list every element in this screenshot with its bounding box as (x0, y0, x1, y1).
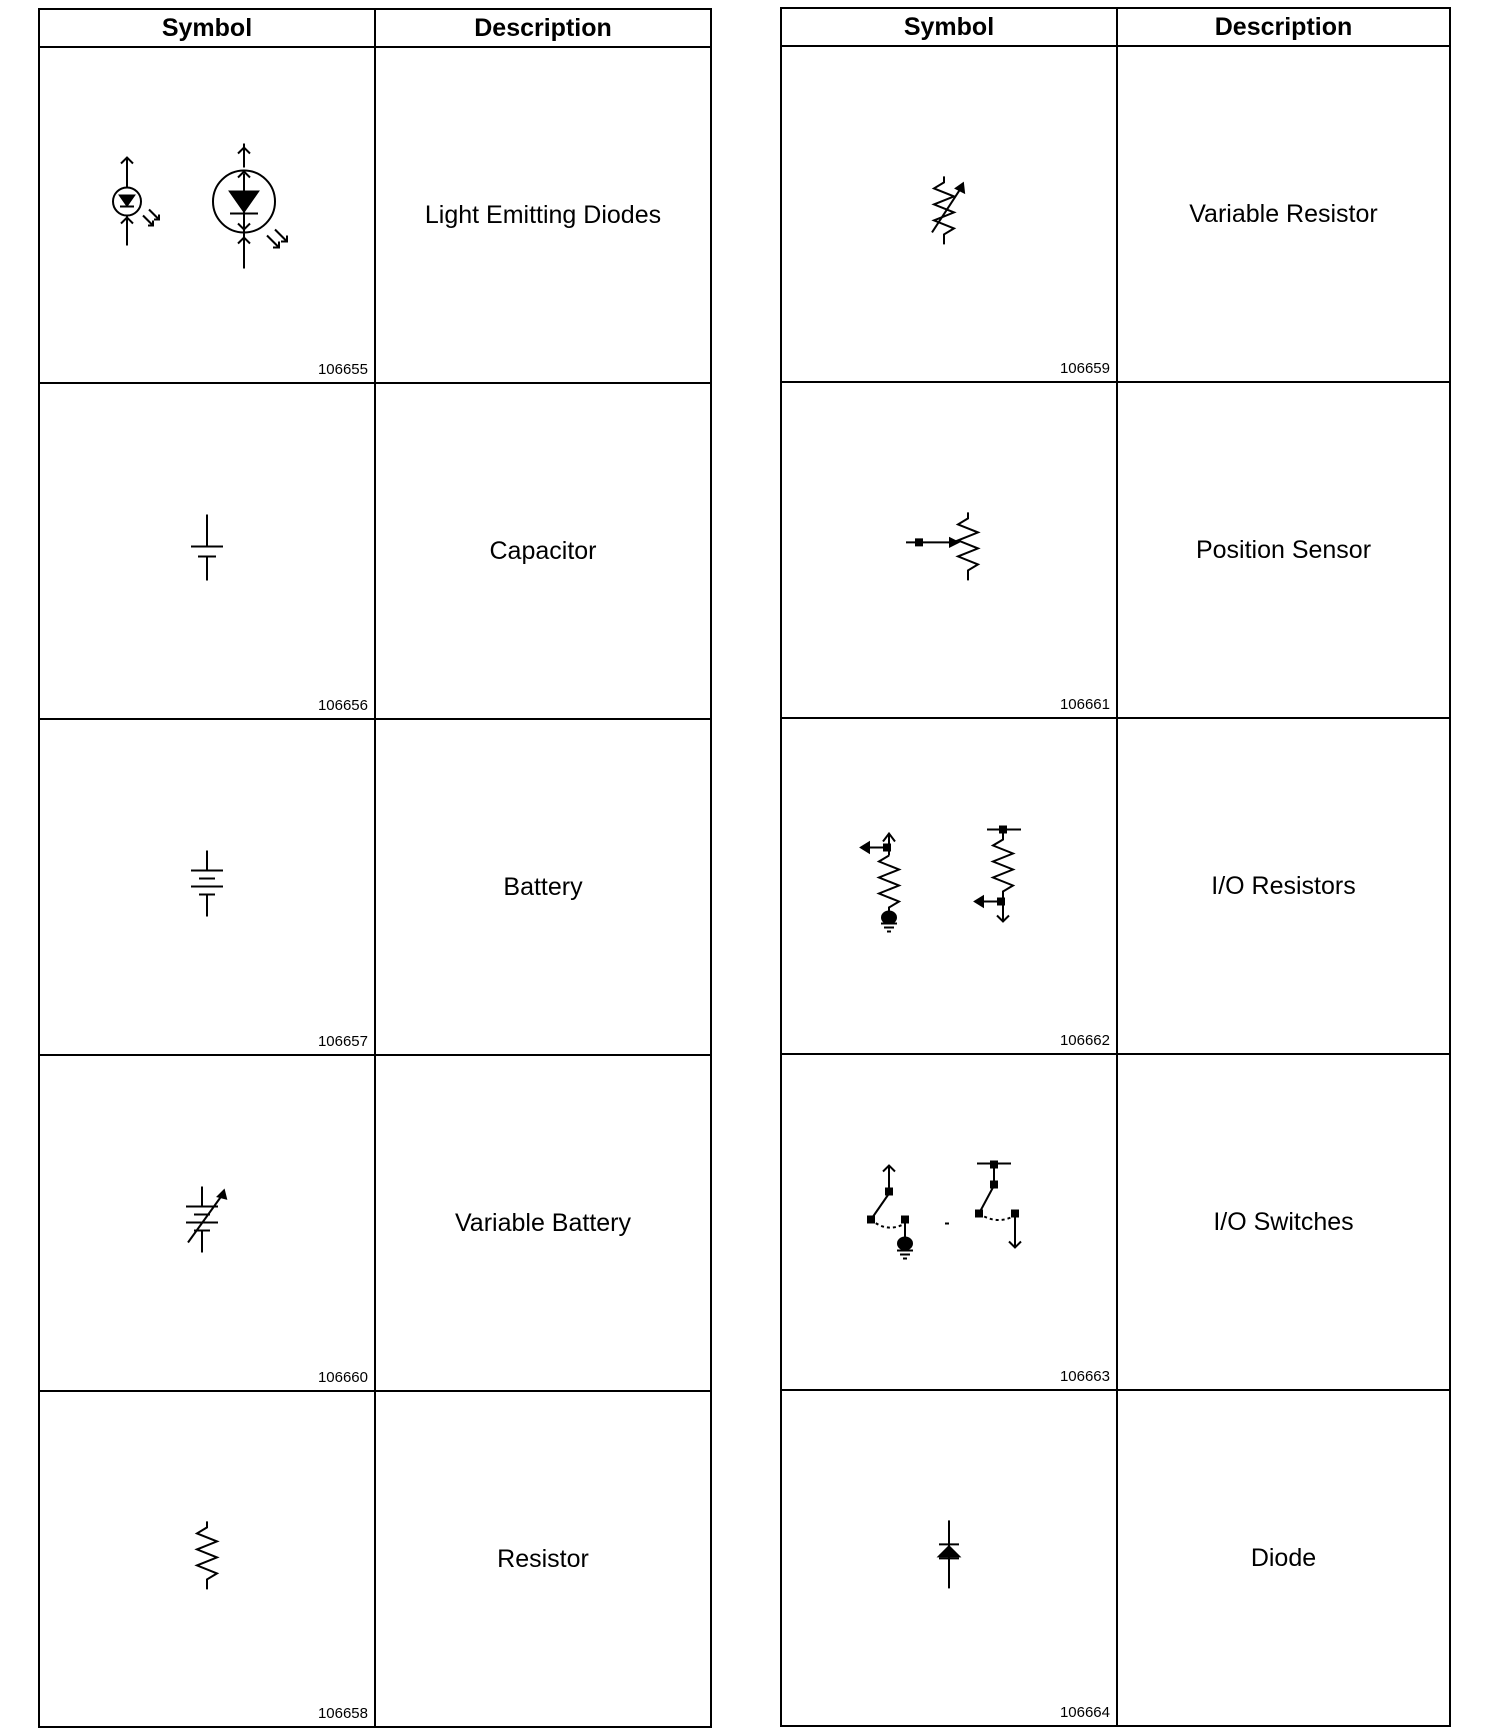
position-sensor-icon (904, 510, 994, 582)
symbol-header: Symbol (39, 9, 375, 47)
table-row (39, 383, 711, 719)
description-cell: Light Emitting Diodes (375, 47, 711, 383)
figure-code: 106662 (1059, 1032, 1110, 1049)
table-row (39, 1055, 711, 1391)
description-cell: Variable Resistor (1117, 46, 1450, 382)
resistor-icon (187, 1519, 227, 1591)
figure-code: 106664 (1059, 1704, 1110, 1721)
capacitor-icon (187, 513, 227, 583)
symbol-table-right (780, 7, 1451, 1727)
battery-icon (187, 849, 227, 919)
description-cell: Diode (1117, 1390, 1450, 1726)
header-row (781, 8, 1450, 46)
io-switches-icon (859, 1162, 1039, 1272)
symbol-header: Symbol (781, 8, 1117, 46)
symbol-cell (781, 382, 1117, 718)
symbol-cell (39, 47, 375, 383)
description-header: Description (1117, 8, 1450, 46)
header-row (39, 9, 711, 47)
table-row (781, 1390, 1450, 1726)
figure-code: 106657 (317, 1033, 368, 1050)
figure-code: 106661 (1059, 696, 1110, 713)
symbol-cell (781, 1390, 1117, 1726)
table-row (39, 47, 711, 383)
description-cell: I/O Resistors (1117, 718, 1450, 1054)
variable-battery-icon (182, 1185, 232, 1255)
light-emitting-diodes-icon (107, 144, 307, 274)
figure-code: 106656 (317, 697, 368, 714)
figure-code: 106663 (1059, 1368, 1110, 1385)
symbol-cell (39, 1391, 375, 1727)
description-header: Description (375, 9, 711, 47)
description-cell: Battery (375, 719, 711, 1055)
figure-code: 106658 (317, 1705, 368, 1722)
variable-resistor-icon (924, 174, 974, 246)
figure-code: 106655 (317, 361, 368, 378)
symbol-cell (781, 1054, 1117, 1390)
table-row (39, 1391, 711, 1727)
symbol-cell (39, 719, 375, 1055)
table-row (781, 718, 1450, 1054)
table-row (781, 46, 1450, 382)
symbol-table-left (38, 8, 712, 1728)
symbol-cell (39, 1055, 375, 1391)
symbol-cell (39, 383, 375, 719)
description-cell: Resistor (375, 1391, 711, 1727)
description-cell: Variable Battery (375, 1055, 711, 1391)
io-resistors-icon (859, 826, 1039, 936)
symbol-cell (781, 46, 1117, 382)
description-cell: I/O Switches (1117, 1054, 1450, 1390)
figure-code: 106659 (1059, 360, 1110, 377)
diode-icon (929, 1518, 969, 1590)
description-cell: Position Sensor (1117, 382, 1450, 718)
table-row (781, 382, 1450, 718)
description-cell: Capacitor (375, 383, 711, 719)
symbol-cell (781, 718, 1117, 1054)
table-row (781, 1054, 1450, 1390)
table-row (39, 719, 711, 1055)
figure-code: 106660 (317, 1369, 368, 1386)
